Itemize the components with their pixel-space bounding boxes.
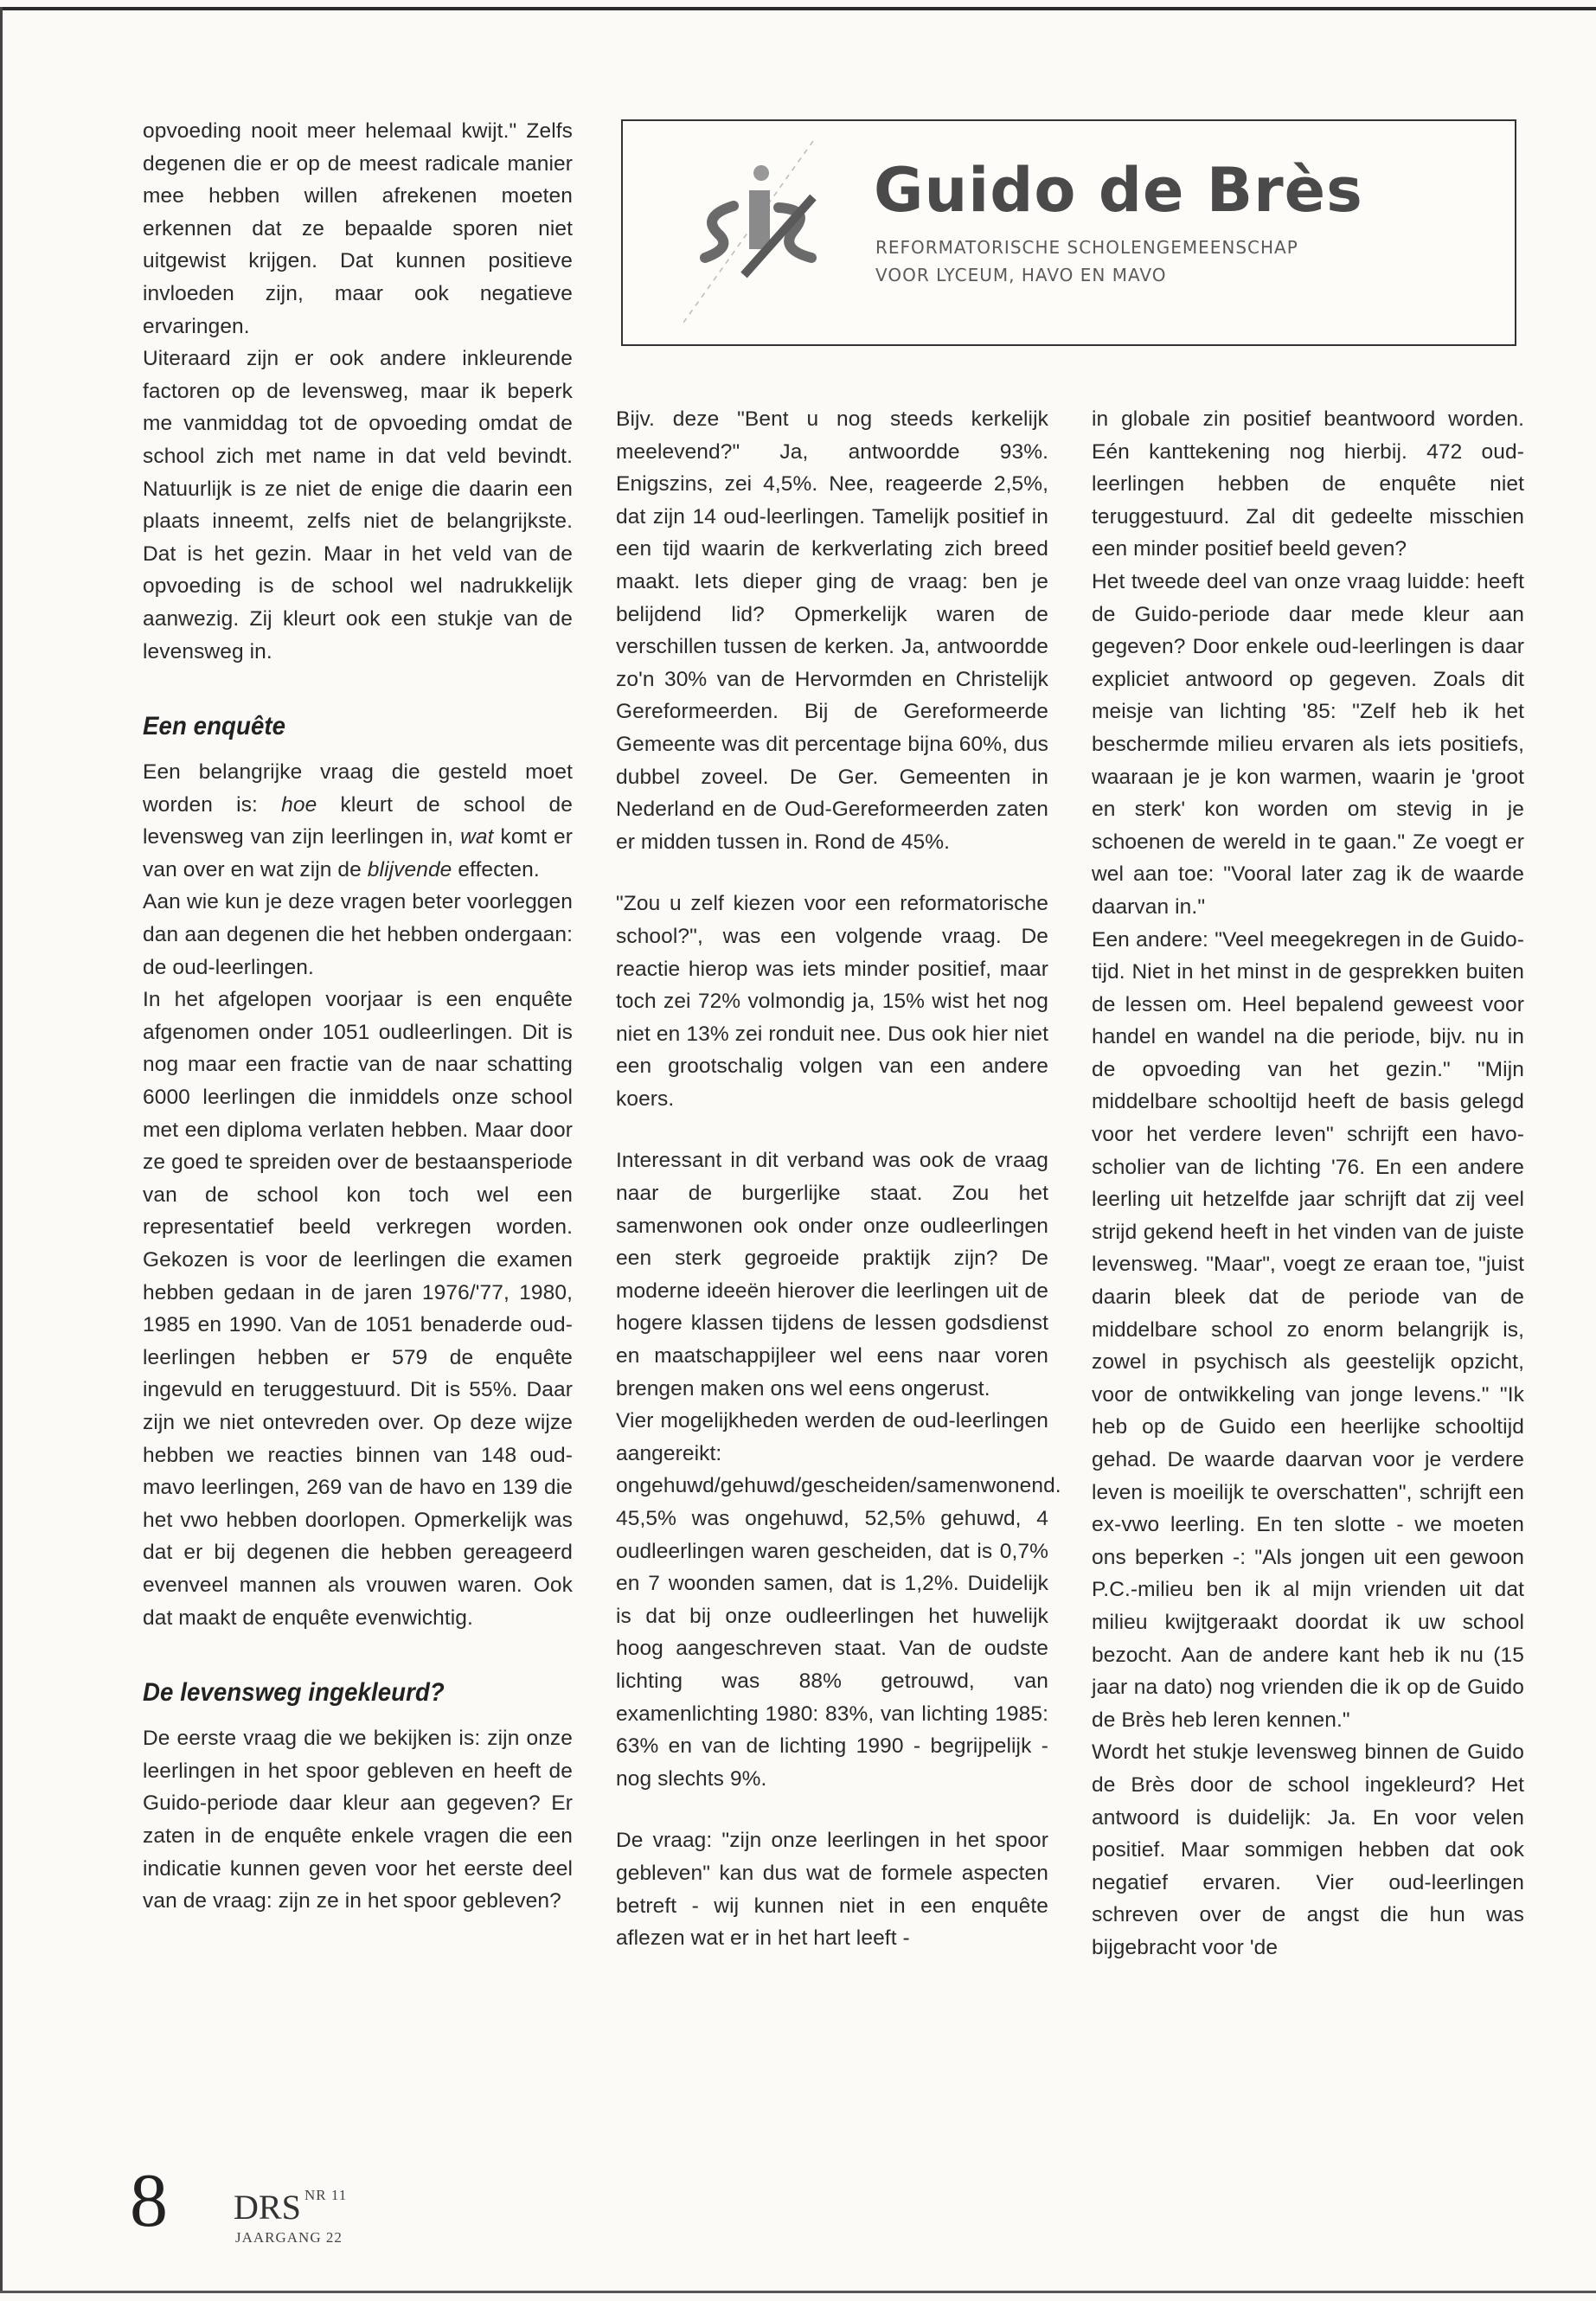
col2-paragraph-5: De vraag: "zijn onze leerlingen in het spoor gebleven" kan dus wat de formele aspecten betreft - wij kunnen niet in een enquête aflezen wat er in het hart leeft - [616,1829,1048,1951]
heading-een-enquete: Een enquête [143,712,286,741]
col3-paragraph-2: Het tweede deel van onze vraag luidde: heeft de Guido-periode daar mede kleur aan gegeven? Door enkele oud-leerlingen is daar expliciet antwoord op gegeven. Zoals dit meisje van lichting '85: "Zelf heb ik het beschermde milieu ervaren als iets positiefs, waaraan je je kon warmen, waarin je 'groot en sterk' kon worden om stevig in je schoenen de wereld in te gaan." Ze voegt er wel aan toe: "Vooral later zag ik de waarde daarvan in." [1092,569,1524,919]
heading-levensweg-ingekleurd: De levensweg ingekleurd? [143,1678,445,1708]
school-name: Guido de Brès [874,155,1363,226]
col1-paragraph-4: Aan wie kun je deze vragen beter voorleggen dan aan degenen die het hebben ondergaan: de oud-leerlingen. [143,890,573,979]
bottom-border-rule [0,2291,1596,2293]
col1-paragraph-5: In het afgelopen voorjaar is een enquête afgenomen onder 1051 oudleerlingen. Dit is nog maar een fractie van de naar schatting 6000 leerlingen die inmiddels onze school met een diploma verlaten hebben. Maar door ze goed te spreiden over de bestaansperiode van de school kon toch wel een representatief beeld verkregen worden. Gekozen is voor de leerlingen die examen hebben gedaan in de jaren 1976/'77, 1980, 1985 en 1990. Van de 1051 benaderde oud-leerlingen hebben er 579 de enquête ingevuld en teruggestuurd. Dit is 55%. Daar zijn we niet ontevreden over. Op deze wijze hebben we reacties binnen van 148 oud-mavo leerlingen, 269 van de havo en 139 die het vwo hebben doorlopen. Opmerkelijk was dat er bij degenen die hebben gereageerd evenveel mannen als vrouwen waren. Ook dat maakt de enquête evenwichtig. [143,988,573,1630]
col3-paragraph-4: Wordt het stukje levensweg binnen de Guido de Brès door de school ingekleurd? Het antwoord is duidelijk: Ja. En voor velen positief. Maar sommigen hebben dat ook negatief ervaren. Vier oud-leerlingen schreven over de angst die hun was bijgebracht voor 'de [1092,1740,1524,1959]
school-logo-box [621,119,1516,346]
col2-paragraph-2: "Zou u zelf kiezen voor een reformatorische school?", was een volgende vraag. De reactie hierop was iets minder positief, maar toch zei 72% volmondig ja, 15% wist het nog niet en 13% zei ronduit nee. Dus ook hier niet een grootschalig volgen van een andere koers. [616,892,1048,1111]
col1-paragraph-3: Een belangrijke vraag die gesteld moet worden is: hoe kleurt de school de levensweg van zijn leerlingen in, wat komt er van over en wat zijn de blijvende effecten. [143,760,573,881]
issue-number: NR 11 [304,2187,348,2203]
top-border-rule [0,7,1596,10]
magazine-title: DRS [234,2188,301,2227]
column-3 [1092,403,1524,1965]
col1-paragraph-6: De eerste vraag die we bekijken is: zijn onze leerlingen in het spoor gebleven en heeft de Guido-periode daar kleur aan gegeven? Er zaten in de enquête enkele vragen die een indicatie kunnen geven voor het eerste deel van de vraag: zijn ze in het spoor gebleven? [143,1727,573,1913]
school-subtitle: REFORMATORISCHE SCHOLENGEMEENSCHAP VOOR LYCEUM, HAVO EN MAVO [875,237,1298,285]
col2-paragraph-3: Interessant in dit verband was ook de vraag naar de burgerlijke staat. Zou het samenwonen ook onder onze oudleerlingen een sterk gegroeide praktijk zijn? De moderne ideeën hierover die leerlingen uit de hogere klassen tijdens de lessen godsdienst en maatschappijleer wel eens naar voren brengen maken ons wel eens ongerust. [616,1149,1048,1400]
col2-paragraph-4: Vier mogelijkheden werden de oud-leerlingen aangereikt: ongehuwd/gehuwd/gescheiden/samenwonend. 45,5% was ongehuwd, 52,5% gehuwd, 4 oudleerlingen waren gescheiden, dat is 0,7% en 7 woonden samen, dat is 1,2%. Duidelijk is dat bij onze oudleerlingen het huwelijk hoog aangeschreven staat. Van de oudste lichting was 88% getrouwd, van examenlichting 1980: 83%, van lichting 1985: 63% en van de lichting 1990 - begrijpelijk - nog slechts 9%. [616,1409,1061,1791]
page-number: 8 [130,2159,168,2243]
col1-paragraph-2: Uiteraard zijn er ook andere inkleurende factoren op de levensweg, maar ik beperk me vanmiddag tot de opvoeding omdat de school zich met name in dat veld bevindt. Natuurlijk is ze niet de enige die daarin een plaats inneemt, zelfs niet de belangrijkste. Dat is het gezin. Maar in het veld van de opvoeding is de school wel nadrukkelijk aanwezig. Zij kleurt ook een stukje van de levensweg in. [143,347,573,663]
school-logo-icon [683,137,822,327]
left-border-rule [0,7,3,2291]
col3-paragraph-1: in globale zin positief beantwoord worden. Eén kanttekening nog hierbij. 472 oud-leerlingen hebben de enquête niet teruggestuurd. Zal dit gedeelte misschien een minder positief beeld geven? [1092,407,1524,561]
col1-paragraph-1: opvoeding nooit meer helemaal kwijt." Zelfs degenen die er op de meest radicale manier mee hebben willen afrekenen moeten erkennen dat ze bepaalde sporen niet uitgewist krijgen. Dat kunnen positieve invloeden zijn, maar ook negatieve ervaringen. [143,119,573,338]
column-2 [616,403,1061,1955]
volume-label: JAARGANG 22 [235,2229,343,2246]
column-1 [143,115,573,1918]
col2-paragraph-1: Bijv. deze "Bent u nog steeds kerkelijk meelevend?" Ja, antwoordde 93%. Enigszins, zei 4,5%. Nee, reageerde 2,5%, dat zijn 14 oud-leerlingen. Tamelijk positief in een tijd waarin de kerkverlating zich breed maakt. Iets dieper ging de vraag: ben je belijdend lid? Opmerkelijk waren de verschillen tussen de kerken. Ja, antwoordde zo'n 30% van de Hervormden en Christelijk Gereformeerden. Bij de Gereformeerde Gemeente was dit percentage bijna 60%, dus dubbel zoveel. De Ger. Gemeenten in Nederland en de Oud-Gereformeerden zaten er midden tussen in. Rond de 45%. [616,407,1048,854]
col3-paragraph-3: Een andere: "Veel meegekregen in de Guido-tijd. Niet in het minst in de gesprekken buiten de lessen om. Heel bepalend geweest voor handel en wandel na die periode, bijv. nu in de opvoeding van het gezin." "Mijn middelbare schooltijd heeft de basis gelegd voor het verdere leven" schrijft een havo-scholier van de lichting '76. En een andere leerling uit hetzelfde jaar schrijft dat zij veel strijd gekend heeft in het vinden van de juiste levensweg. "Maar", voegt ze eraan toe, "juist daarin bleek dat de periode van de middelbare school zo enorm belangrijk is, zowel in psychisch als geestelijk opzicht, voor de ontwikkeling van jonge levens." "Ik heb op de Guido een heerlijke schooltijd gehad. De waarde daarvan voor je verdere leven is moeilijk te overschatten", schrijft een ex-vwo leerling. En ten slotte - we moeten ons beperken -: "Als jongen uit een gewoon P.C.-milieu ben ik al mijn vrienden uit dat milieu kwijtgeraakt doordat ik uw school bezocht. Aan de andere kant heb ik nu (15 jaar na dato) nog vrienden die ik op de Guido de Brès heb leren kennen." [1092,927,1524,1732]
